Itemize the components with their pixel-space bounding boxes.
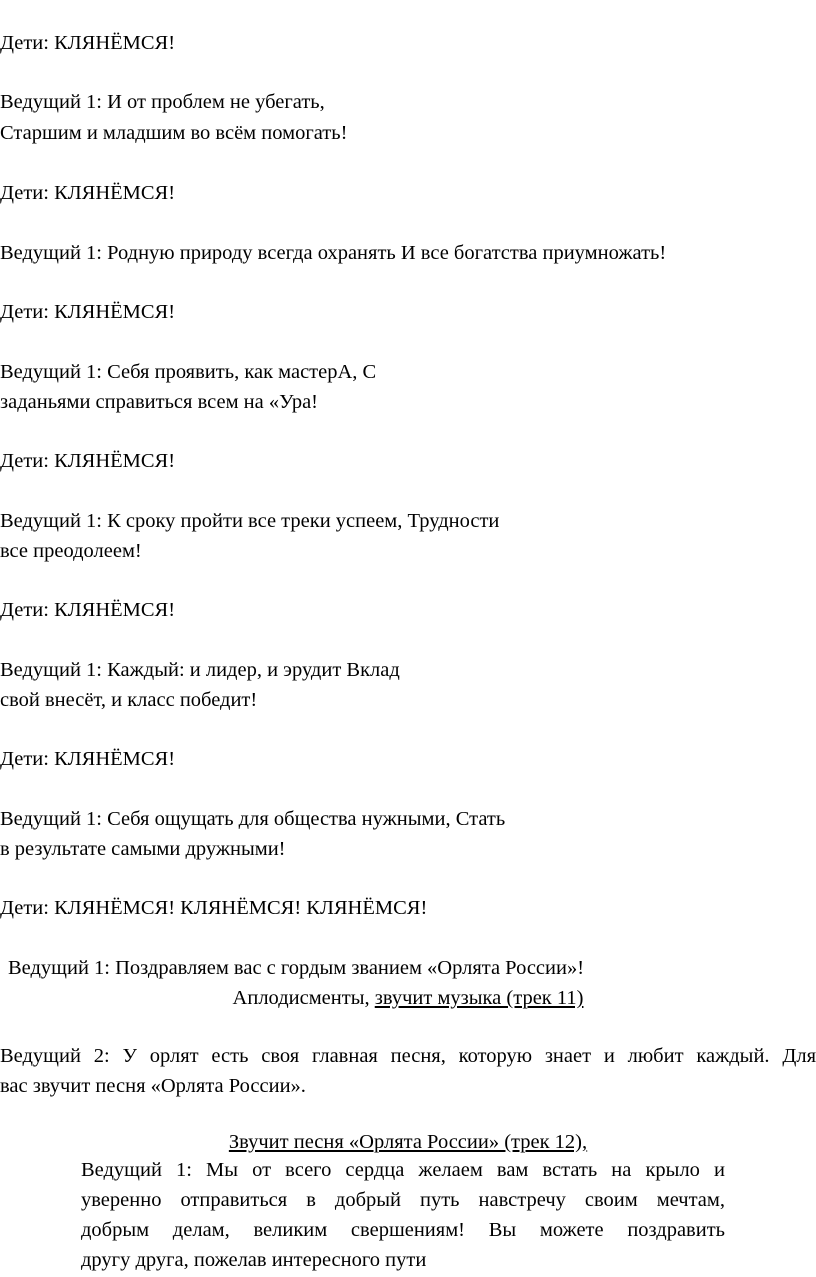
host-line: заданьями справиться всем на «Ура! (0, 391, 319, 413)
paragraph-line: другу друга, пожелав интересного пути (81, 1249, 427, 1271)
host-line: Старшим и младшим во всём помогать! (0, 122, 348, 144)
host-line: Ведущий 2: У орлят есть своя главная песня, которую знает и любит каждый. Для (0, 1045, 816, 1067)
host-line: свой внесёт, и класс победит! (0, 689, 258, 711)
children-line: Дети: КЛЯНЁМСЯ! (0, 182, 176, 204)
host-line: Ведущий 1: Себя ощущать для общества нужными, Стать (0, 808, 506, 830)
children-line: Дети: КЛЯНЁМСЯ! (0, 599, 176, 621)
children-line: Дети: КЛЯНЁМСЯ! (0, 301, 176, 323)
host-line: вас звучит песня «Орлята России». (0, 1075, 306, 1097)
stage-direction (0, 983, 816, 1013)
paragraph-line: Ведущий 1: Мы от всего сердца желаем вам встать на крыло и (81, 1159, 725, 1181)
children-line: Дети: КЛЯНЁМСЯ! (0, 748, 176, 770)
host-line: все преодолеем! (0, 540, 142, 562)
host-line: Ведущий 1: Каждый: и лидер, и эрудит Вклад (0, 659, 400, 681)
paragraph-line: уверенно отправиться в добрый путь навстречу своим мечтам, (81, 1189, 725, 1211)
host-line: Ведущий 1: Поздравляем вас с гордым званием «Орлята России»! (8, 957, 585, 979)
host-line: Ведущий 1: И от проблем не убегать, (0, 91, 325, 113)
children-line: Дети: КЛЯНЁМСЯ! КЛЯНЁМСЯ! КЛЯНЁМСЯ! (0, 897, 428, 919)
music-cue: звучит музыка (трек 11) (374, 987, 584, 1009)
paragraph-line: добрым делам, великим свершениям! Вы можете поздравить (81, 1219, 725, 1241)
stage-direction-text: Аплодисменты, (232, 987, 375, 1009)
host-line: в результате самыми дружными! (0, 838, 286, 860)
children-line: Дети: КЛЯНЁМСЯ! (0, 32, 176, 54)
host-line: Ведущий 1: К сроку пройти все треки успеем, Трудности (0, 510, 500, 532)
children-line: Дети: КЛЯНЁМСЯ! (0, 450, 176, 472)
closing-paragraph (81, 1155, 725, 1275)
song-cue: Звучит песня «Орлята России» (трек 12), (228, 1131, 588, 1153)
host-line: Ведущий 1: Родную природу всегда охранять И все богатства приумножать! (0, 242, 667, 264)
host-line: Ведущий 1: Себя проявить, как мастерА, С (0, 361, 377, 383)
